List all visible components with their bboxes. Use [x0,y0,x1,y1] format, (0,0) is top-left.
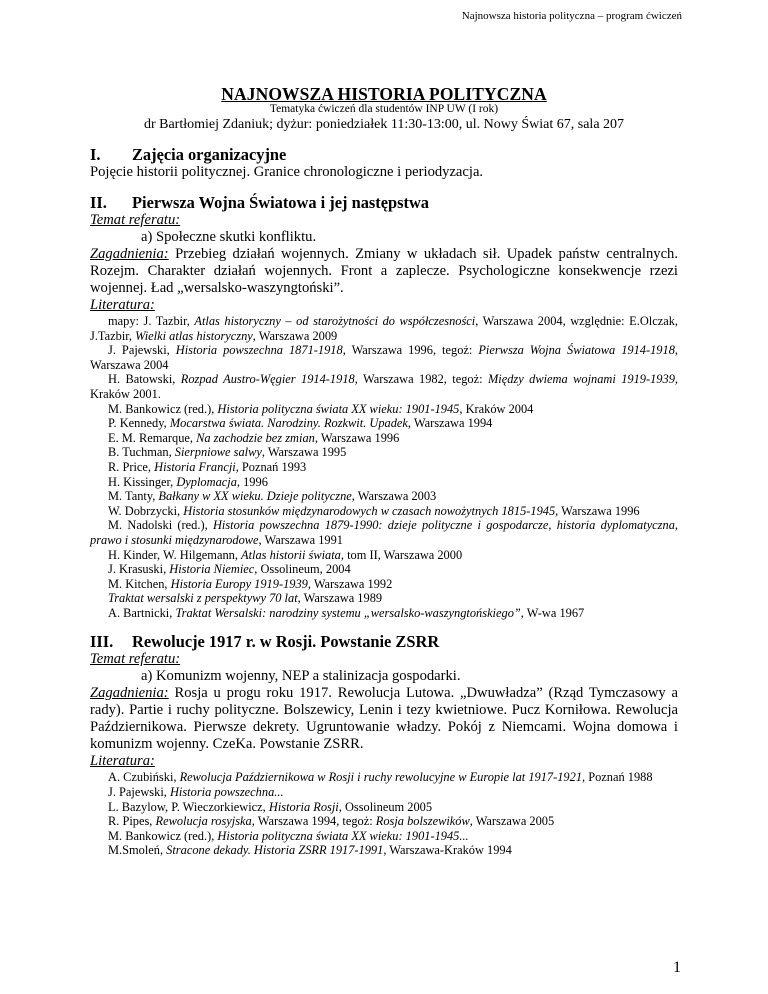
book-title: Historia powszechna 1871-1918 [175,343,343,358]
book-author-info: , Poznań 1993 [235,459,307,474]
literature-item [90,814,678,829]
book-author-info: Poznań 1988 [585,770,653,785]
section-title: Rewolucje 1917 r. w Rosji. Powstanie ZSRR [132,632,440,652]
book-title: Pierwsza Wojna Światowa 1914-1918 [478,343,675,358]
literature-item [90,785,678,800]
topic-item: a) Komunizm wojenny, NEP a stalinizacja gospodarki. [141,668,461,685]
section-number: II. [90,193,107,212]
issues-paragraph [90,685,678,753]
book-title: Historia polityczna świata XX wieku: 1901-1945 [217,401,460,416]
book-title: Wielki atlas historyczny [135,328,253,343]
section-text: Pojęcie historii politycznej. Granice chronologiczne i periodyzacja. [90,164,484,180]
book-title: Mocarstwa świata. Narodziny. Rozkwit. Upadek [169,416,408,431]
book-author-info: J. Pajewski, [108,343,176,358]
book-author-info: J. Pajewski, [108,785,170,800]
book-author-info: , Warszawa 1995 [261,445,347,460]
literature-item [90,475,678,490]
literature-item [90,770,678,785]
running-header: Najnowsza historia polityczna – program ćwiczeń [461,10,682,22]
book-author-info: , Warszawa 1991 [258,532,343,547]
book-title: Historia stosunków międzynarodowych w czasach nowożytnych 1815-1945 [183,503,556,518]
section-heading [90,146,678,164]
book-author-info: H. Kinder, W. Hilgemann, [108,547,242,562]
page-subtitle: Tematyka ćwiczeń dla studentów INP UW (I rok) [269,103,499,115]
book-author-info: , Warszawa 1994, tegoż: [251,814,376,829]
book-title: Historia powszechna 1879-1990: dzieje polityczne i gospodarcze, historia dyplomatyczna, prawo i stosunki międzynarodowe [90,518,678,547]
issues-label: Zagadnienia: [90,685,169,702]
book-author-info: , Warszawa 1994 [407,416,493,431]
topic-item: a) Społeczne skutki konfliktu. [141,229,317,245]
book-title: Historia Francji [154,459,236,474]
book-author-info: , Warszawa-Kraków 1994 [383,843,512,858]
book-author-info: , Ossolineum, 2004 [254,562,351,577]
book-author-info: P. Kennedy, [108,416,170,431]
teacher-info: dr Bartłomiej Zdaniuk; dyżur: poniedziałek 11:30-13:00, ul. Nowy Świat 67, sala 207 [143,117,625,132]
book-author-info: W. Dobrzycki, [108,503,184,518]
book-author-info: , Warszawa 2004, względnie: E.Olczak, J.Tazbir, [90,314,678,343]
section-number: I. [90,145,101,164]
section-heading [90,633,678,651]
book-author-info: M. Tanty, [108,489,159,504]
literature-list [90,314,678,620]
literature-label: Literatura: [90,297,155,313]
book-title: Stracone dekady. Historia ZSRR 1917-1991 [166,843,384,858]
literature-item [90,504,678,519]
literature-item [90,843,678,858]
book-author-info: , Warszawa 1996 [555,503,640,518]
book-title: Rewolucja Październikowa w Rosji i ruchy rewolucyjne w Europie lat 1917-1921, [179,770,586,785]
book-title: Bałkany w XX wieku. Dzieje polityczne [158,489,352,504]
literature-item [90,445,678,460]
book-author-info: A. Czubiński, [108,770,180,785]
book-author-info: R. Price, [108,459,155,474]
literature-item [90,800,678,815]
book-title: Atlas historyczny – od starożytności do współczesności [194,314,476,328]
book-author-info: , W-wa 1967 [520,605,585,620]
literature-item [90,577,678,592]
literature-item [90,372,678,401]
literature-item [90,431,678,446]
book-author-info: M. Nadolski (red.), [108,518,213,533]
literature-item [90,829,678,844]
literature-item [90,489,678,504]
book-title: Historia polityczna świata XX wieku: 1901-1945... [217,828,469,843]
book-author-info: E. M. Remarque, [108,430,197,445]
book-author-info: L. Bazylow, P. Wieczorkiewicz, [108,799,269,814]
section-heading [90,194,678,212]
page-number: 1 [673,959,681,976]
issues-text: Przebieg działań wojennych. Zmiany w układach sił. Upadek państw centralnych. Rozejm. Charakter działań wojennych. Front a zaplecze. Psychologiczne konsekwencje rzezi wojennej. Ład „wersalsko-waszyngtoński”. [90,246,678,296]
book-title: Rewolucja rosyjska [155,814,252,829]
book-author-info: , 1996 [236,474,268,489]
literature-item [90,343,678,372]
book-author-info: , Kraków 2001. [90,372,678,401]
book-author-info: M. Bankowicz (red.), [108,401,218,416]
literature-item [90,314,678,343]
book-author-info: J. Krasuski, [108,562,170,577]
issues-text: Rosja u progu roku 1917. Rewolucja Lutowa. „Dwuwładza” (Rząd Tymczasowy a rady). Partie i ruchy polityczne. Bolszewicy, Lenin i tezy kwietniowe. Pucz Korniłowa. Rewolucja Październikowa. Pierwsze dekrety. Ugruntowanie władzy. Pokój z Niemcami. Wojna domowa i komunizm wojenny. CzeKa. Powstanie ZSRR. [90,685,678,753]
book-author-info: , Warszawa 2009 [252,328,338,343]
book-author-info: R. Pipes, [108,814,156,829]
literature-item [90,562,678,577]
literature-item [90,548,678,563]
book-title: Rosja bolszewików [375,814,470,829]
book-author-info: , Warszawa 1992 [307,576,393,591]
content-body [90,146,678,858]
literature-item [90,606,678,621]
literature-label: Literatura: [90,753,155,770]
literature-item [90,402,678,417]
book-author-info: H. Kissinger, [108,474,177,489]
book-author-info: , Warszawa 2004 [90,343,679,372]
book-title: Między dwiema wojnami 1919-1939 [487,372,675,387]
literature-item [90,416,678,431]
section-title: Pierwsza Wojna Światowa i jej następstwa [132,193,429,212]
book-title: Rozpad Austro-Węgier 1914-1918 [180,372,355,387]
book-title: Historia Rosji, [268,799,342,814]
book-author-info: , Warszawa 1989 [297,591,383,606]
book-author-info: mapy: J. Tazbir, [108,314,195,328]
book-author-info: , Warszawa 1996 [314,430,400,445]
book-author-info: , tom II, Warszawa 2000 [340,547,463,562]
issues-label: Zagadnienia: [90,246,169,262]
section-number: III. [90,632,114,652]
book-title: Dyplomacja [176,474,237,489]
book-title: Traktat Wersalski: narodziny systemu „wersalsko-waszyngtońskiego” [175,605,521,620]
literature-item [90,460,678,475]
book-author-info: M. Kitchen, [108,576,171,591]
book-author-info: , Warszawa 1982, tegoż: [354,372,488,387]
book-author-info: M. Bankowicz (red.), [108,828,218,843]
book-title: Na zachodzie bez zmian [196,430,315,445]
book-title: Traktat wersalski z perspektywy 70 lat [108,591,298,606]
book-title: Sierpniowe salwy [174,445,262,460]
section-title: Zajęcia organizacyjne [132,145,287,164]
book-author-info: A. Bartnicki, [108,605,176,620]
book-title: Atlas historii świata [241,547,341,562]
book-title: Historia Europy 1919-1939 [170,576,308,591]
book-author-info: , Warszawa 2003 [351,489,437,504]
book-author-info: Ossolineum 2005 [341,799,433,814]
topic-label: Temat referatu: [90,651,181,668]
issues-paragraph [90,246,678,297]
book-title: Historia powszechna... [169,785,284,800]
topic-label: Temat referatu: [90,212,181,228]
book-author-info: , Kraków 2004 [459,401,534,416]
page-title: NAJNOWSZA HISTORIA POLITYCZNA [221,84,547,104]
book-author-info: H. Batowski, [108,372,181,387]
literature-item [90,591,678,606]
book-author-info: , Warszawa 1996, tegoż: [342,343,479,358]
book-title: Historia Niemiec [169,562,255,577]
book-author-info: M.Smoleń, [108,843,167,858]
literature-list [90,770,678,858]
book-author-info: B. Tuchman, [108,445,175,460]
book-author-info: , Warszawa 2005 [469,814,555,829]
literature-item [90,518,678,547]
